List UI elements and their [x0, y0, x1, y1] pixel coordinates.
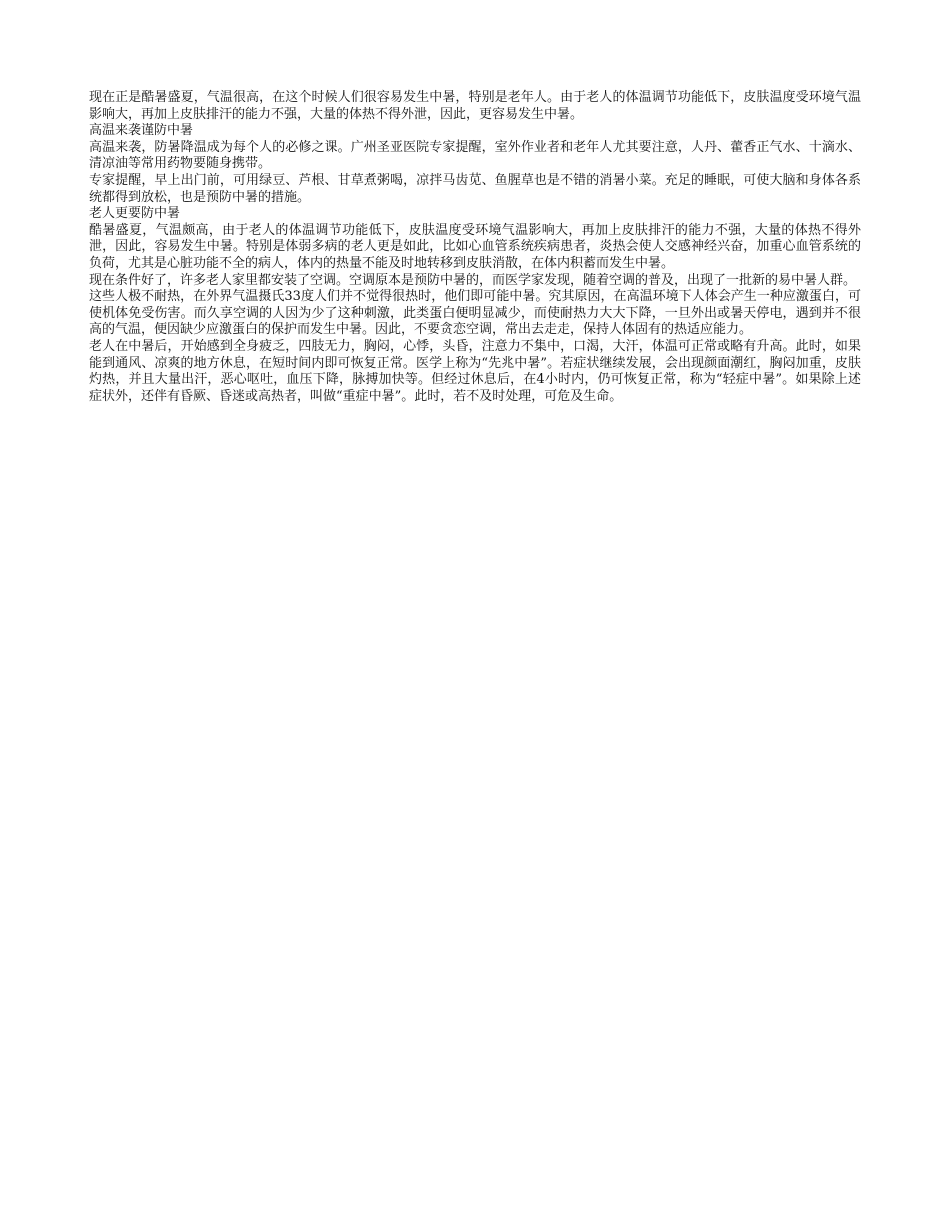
body-paragraph: 酷暑盛夏，气温颇高，由于老人的体温调节功能低下，皮肤温度受环境气温影响大，再加上皮肤排汗的能力不强，大量的体热不得外泄，因此，容易发生中暑。特别是体弱多病的老人更是如此，比如心血管系统疾病患者，炎热会使人交感神经兴奋，加重心血管系统的负荷，尤其是心脏功能不全的病人，体内的热量不能及时地转移到皮肤消散，在体内积蓄而发生中暑。 — [89, 222, 861, 271]
body-paragraph: 高温来袭，防暑降温成为每个人的必修之课。广州圣亚医院专家提醒，室外作业者和老年人尤其要注意，人丹、藿香正气水、十滴水、清凉油等常用药物要随身携带。 — [89, 139, 861, 172]
section-heading: 高温来袭谨防中暑 — [89, 123, 194, 139]
section-heading: 老人更要防中暑 — [89, 206, 181, 222]
body-paragraph: 这些人极不耐热，在外界气温摄氏33度人们并不觉得很热时，他们即可能中暑。究其原因，在高温环境下人体会产生一种应激蛋白，可使机体免受伤害。而久享空调的人因为少了这种刺激，此类蛋白便明显减少，而使耐热力大大下降，一旦外出或暑天停电，遇到并不很高的气温，便因缺少应激蛋白的保护而发生中暑。因此，不要贪恋空调，常出去走走，保持人体固有的热适应能力。 — [89, 289, 861, 338]
intro-paragraph: 现在正是酷暑盛夏，气温很高，在这个时候人们很容易发生中暑，特别是老年人。由于老人的体温调节功能低下，皮肤温度受环境气温影响大，再加上皮肤排汗的能力不强，大量的体热不得外泄，因此，更容易发生中暑。 — [89, 90, 861, 122]
body-paragraph: 专家提醒，早上出门前，可用绿豆、芦根、甘草煮粥喝，凉拌马齿苋、鱼腥草也是不错的消暑小菜。充足的睡眠，可使大脑和身体各系统都得到放松，也是预防中暑的措施。 — [89, 172, 861, 205]
body-paragraph: 现在条件好了，许多老人家里都安装了空调。空调原本是预防中暑的，而医学家发现，随着空调的普及，出现了一批新的易中暑人群。 — [89, 272, 857, 288]
body-paragraph: 老人在中暑后，开始感到全身疲乏，四肢无力，胸闷，心悸，头昏，注意力不集中，口渴，大汗，体温可正常或略有升高。此时，如果能到通风、凉爽的地方休息，在短时间内即可恢复正常。医学上称为“先兆中暑”。若症状继续发展，会出现颜面潮红，胸闷加重，皮肤灼热，并且大量出汗，恶心呕吐，血压下降，脉搏加快等。但经过休息后，在4小时内，仍可恢复正常，称为“轻症中暑”。如果除上述症状外，还伴有昏厥、昏迷或高热者，叫做“重症中暑”。此时，若不及时处理，可危及生命。 — [89, 338, 861, 404]
article-body — [89, 90, 861, 405]
